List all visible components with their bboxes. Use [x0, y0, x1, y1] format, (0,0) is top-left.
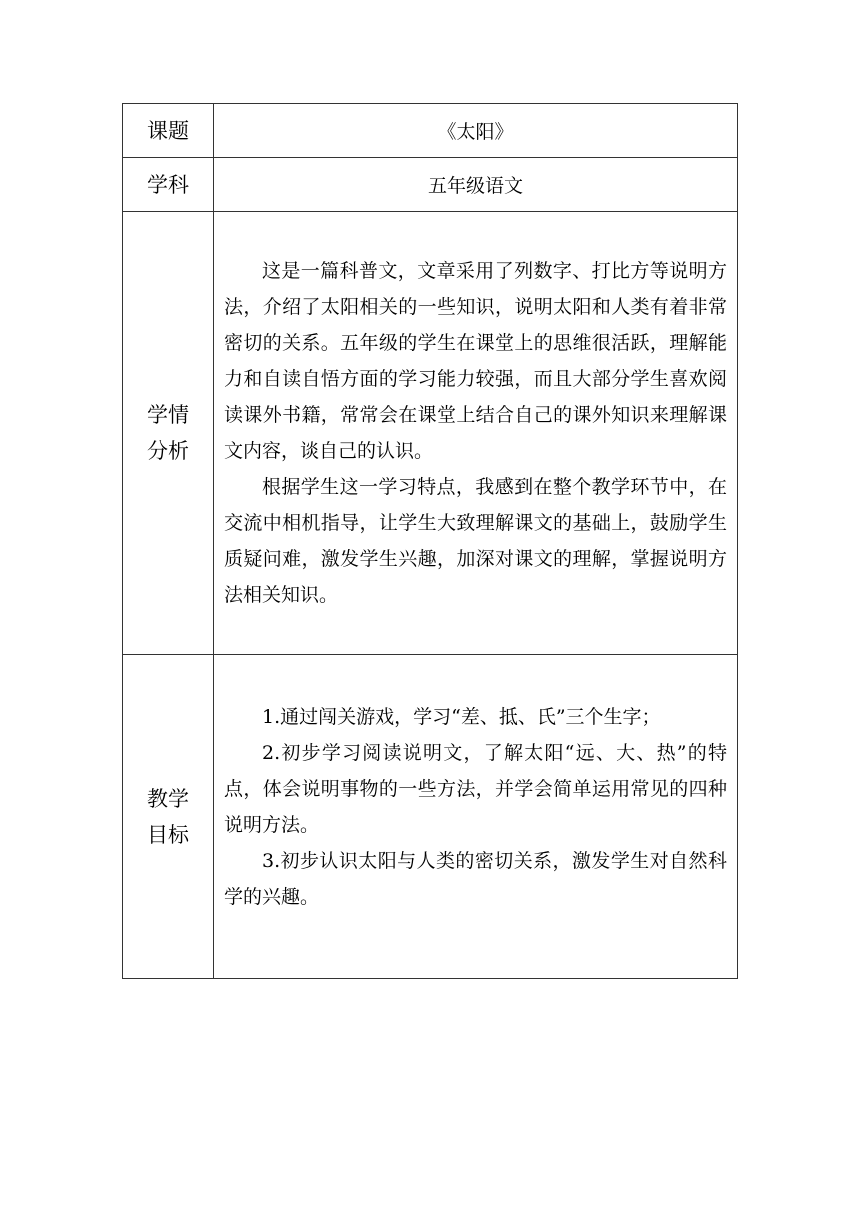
goals-label-line2: 目标 [147, 822, 189, 847]
analysis-content [214, 249, 737, 617]
analysis-content-cell [214, 212, 738, 655]
goal-item: 3.初步认识太阳与人类的密切关系，激发学生对自然科学的兴趣。 [224, 850, 727, 908]
analysis-label-line1: 学情 [147, 403, 189, 427]
analysis-paragraph: 根据学生这一学习特点，我感到在整个教学环节中，在交流中相机指导，让学生大致理解课文的基础上，鼓励学生质疑问难，激发学生兴趣，加深对课文的理解，掌握说明方法相关知识。 [224, 476, 727, 606]
goal-item: 2.初步学习阅读说明文，了解太阳“远、大、热”的特点，体会说明事物的一些方法，并学会简单运用常见的四种说明方法。 [224, 742, 727, 836]
goals-content-cell [214, 655, 738, 979]
goals-label-line1: 教学 [147, 786, 189, 811]
goals-label [123, 655, 214, 979]
goals-content [214, 655, 737, 919]
topic-row [123, 104, 738, 158]
subject-value: 五年级语文 [214, 158, 738, 212]
subject-row [123, 158, 738, 212]
analysis-label [123, 212, 214, 655]
topic-value: 《太阳》 [214, 104, 738, 158]
analysis-label-line2: 分析 [147, 439, 189, 463]
analysis-row [123, 212, 738, 655]
subject-label: 学科 [123, 158, 214, 212]
topic-label: 课题 [123, 104, 214, 158]
lesson-plan-table [122, 103, 738, 979]
goals-row [123, 655, 738, 979]
analysis-paragraph: 这是一篇科普文，文章采用了列数字、打比方等说明方法，介绍了太阳相关的一些知识，说明太阳和人类有着非常密切的关系。五年级的学生在课堂上的思维很活跃，理解能力和自读自悟方面的学习能力较强，而且大部分学生喜欢阅读课外书籍，常常会在课堂上结合自己的课外知识来理解课文内容，谈自己的认识。 [224, 260, 727, 462]
goal-item: 1.通过闯关游戏，学习“差、抵、氏”三个生字； [262, 706, 661, 728]
